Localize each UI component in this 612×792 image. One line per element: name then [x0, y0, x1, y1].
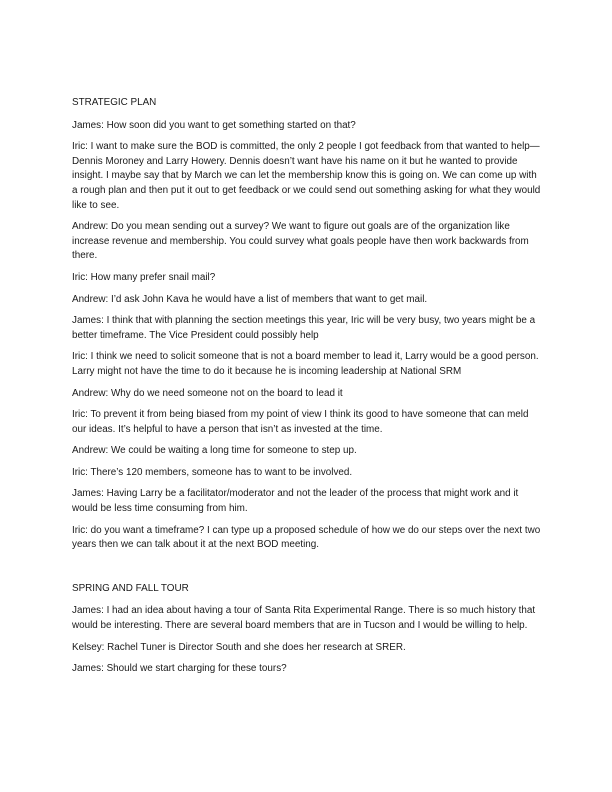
section-spacer [72, 560, 542, 582]
paragraph: Iric: I think we need to solicit someone that is not a board member to lead it, Larry would be a good person. Larry might not have the time to do it because he is incoming leadership at National SRM [72, 351, 539, 377]
document-page [72, 96, 542, 684]
paragraph: Andrew: I’d ask John Kava he would have a list of members that want to get mail. [72, 293, 428, 305]
paragraph: Iric: do you want a timeframe? I can type up a proposed schedule of how we do our steps over the next two years then we can talk about it at the next BOD meeting. [72, 524, 541, 551]
paragraph: Kelsey: Rachel Tuner is Director South and she does her research at SRER. [72, 641, 406, 653]
paragraph: Andrew: Do you mean sending out a survey? We want to figure out goals are of the organization like increase revenue and membership. You could survey what goals people have then work backwards from there. [72, 221, 529, 262]
paragraph: James: Should we start charging for these tours? [72, 663, 287, 675]
paragraph: Iric: I want to make sure the BOD is committed, the only 2 people I got feedback from that wanted to help—Dennis Moroney and Larry Howery. Dennis doesn’t want have his name on it but he wanted to provide insight. I maybe say that by March we can let the membership know this is going on. We can come up with a rough plan and then put it out to get feedback or we could send out something asking for what they would like to see. [72, 141, 541, 211]
paragraph: James: I think that with planning the section meetings this year, Iric will be very busy, two years might be a better timeframe. The Vice President could possibly help [72, 315, 536, 341]
paragraph: James: How soon did you want to get something started on that? [72, 119, 356, 131]
paragraph: James: Having Larry be a facilitator/moderator and not the leader of the process that might work and it would be less time consuming from him. [72, 488, 519, 515]
paragraph: James: I had an idea about having a tour of Santa Rita Experimental Range. There is so much history that would be interesting. There are several board members that are in Tucson and I would be willing to help. [72, 605, 536, 632]
section-heading-spring-fall-tour: SPRING AND FALL TOUR [72, 582, 189, 594]
paragraph: Iric: How many prefer snail mail? [72, 271, 216, 283]
paragraph: Iric: There’s 120 members, someone has to want to be involved. [72, 466, 353, 478]
paragraph: Andrew: Why do we need someone not on the board to lead it [72, 387, 343, 399]
section-heading-strategic-plan: STRATEGIC PLAN [72, 97, 157, 108]
paragraph: Iric: To prevent it from being biased from my point of view I think its good to have someone that can meld our ideas. It’s helpful to have a person that isn’t as invested at the time. [72, 409, 529, 435]
paragraph: Andrew: We could be waiting a long time for someone to step up. [72, 445, 357, 457]
